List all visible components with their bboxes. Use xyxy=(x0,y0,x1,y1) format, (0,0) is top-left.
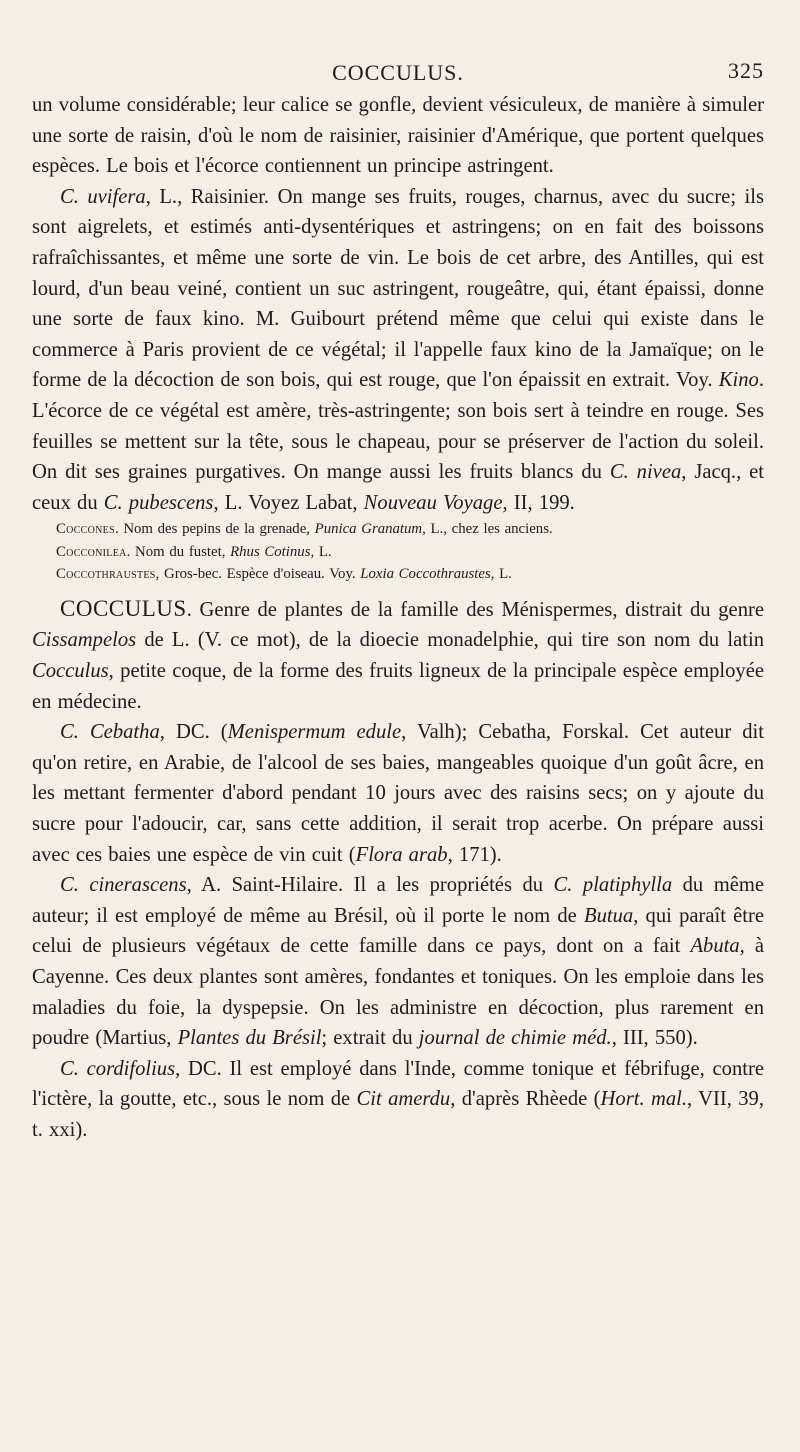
italic-term: Punica Granatum xyxy=(314,521,423,538)
text-run: , L., Raisinier. On mange ses fruits, rouges, charnus, avec du sucre; ils sont aigrelets, et estimés anti-dysentériques et astringens; on en fait des boissons rafraîchissantes, et même une sorte de vin. Le bois de cet arbre, des Antilles, qui est lourd, d'un beau veiné, contient un suc astringent, rougeâtre, qui, étant épaissi, donne une sorte de faux kino. M. Guibourt prétend même que celui qui existe dans le commerce à Paris provient de ce végétal; il l'appelle faux kino de la Jamaïque; on le forme de la décoction de son bois, qui est rouge, que l'on épaissit en extrait. Voy. xyxy=(32,185,764,392)
entry-headword: Coccothraustes xyxy=(56,566,156,583)
paragraph-cocculus-genus xyxy=(32,594,764,717)
text-run: , petite coque, de la forme des fruits ligneux de la principale espèce employée en médecine. xyxy=(32,660,764,713)
paragraph-raisinier-intro xyxy=(32,90,764,182)
note-cocconilea xyxy=(32,541,764,564)
entry-headword: Cocconilea xyxy=(56,543,127,560)
italic-term: C. cordifolius xyxy=(60,1057,176,1080)
text-run: , L. xyxy=(490,566,512,583)
text-run: , à Cayenne. Ces deux plantes sont amères, fondantes et toniques. On les emploie dans les maladies du foie, la dyspepsie. On les administre en décoction, plus rarement en poudre (Martius, xyxy=(32,935,764,1050)
entry-headword: Coccones xyxy=(56,521,115,538)
italic-term: Butua xyxy=(584,904,634,927)
text-run: , DC. ( xyxy=(159,721,228,744)
italic-term: Abuta xyxy=(690,935,740,958)
italic-term: C. pubescens xyxy=(103,491,214,514)
running-header xyxy=(32,58,764,88)
note-coccothraustes xyxy=(32,563,764,586)
italic-term: C. Cebatha xyxy=(60,721,160,744)
italic-term: Nouveau Voyage xyxy=(363,491,503,514)
italic-term: Hort. mal. xyxy=(600,1088,688,1111)
genus-headword: COCCULUS xyxy=(60,595,187,621)
text-run: , L., chez les anciens. xyxy=(422,521,553,538)
italic-term: Cocculus xyxy=(32,660,109,682)
paragraph-c-cordifolius xyxy=(32,1054,764,1146)
text-run: , VII, 39, t. xxi). xyxy=(32,1088,764,1141)
italic-term: C. platiphylla xyxy=(553,874,673,897)
text-run: , II, 199. xyxy=(502,491,575,514)
text-run: , 171). xyxy=(447,843,502,866)
text-run: . Nom des pepins de la grenade, xyxy=(114,521,315,538)
page-number: 325 xyxy=(728,58,764,83)
text-run: , qui paraît être celui de plusieurs végétaux de cette famille dans ce pays, dont on a fait xyxy=(32,904,765,958)
body-text xyxy=(32,90,764,1146)
italic-term: C. cinerascens xyxy=(60,874,187,897)
text-run: . Nom du fustet, xyxy=(126,543,231,560)
text-run: , DC. Il est employé dans l'Inde, comme tonique et fébrifuge, contre l'ictère, la goutte, etc., sous le nom de xyxy=(32,1057,764,1111)
text-run: de L. (V. ce mot), de la dioecie monadelphie, qui tire son nom du latin xyxy=(136,629,764,652)
note-coccones xyxy=(32,518,764,541)
text-run: , III, 550). xyxy=(611,1027,698,1050)
paragraph-c-cebatha xyxy=(32,717,764,870)
italic-term: Loxia Coccothraustes xyxy=(360,566,491,583)
italic-term: C. uvifera xyxy=(60,185,146,208)
text-run: un volume considérable; leur calice se gonfle, devient vésiculeux, de manière à simuler une sorte de raisin, d'où le nom de raisinier, raisinier d'Amérique, que portent quelques espèces. Le bois et l'écorce contiennent un principe astringent. xyxy=(32,94,764,178)
text-run: , d'après Rhèede ( xyxy=(450,1088,601,1111)
running-title: COCCULUS. xyxy=(332,60,464,85)
text-run: du même auteur; il est employé de même au Brésil, où il porte le nom de xyxy=(32,874,765,927)
italic-term: C. nivea xyxy=(609,461,682,484)
text-run: . Genre de plantes de la famille des Ménispermes, distrait du genre xyxy=(186,598,764,621)
italic-term: Cit amerdu xyxy=(356,1088,451,1111)
text-run: ; extrait du xyxy=(321,1027,419,1050)
text-run: , Gros-bec. Espèce d'oiseau. Voy. xyxy=(155,566,361,583)
text-run: , L. xyxy=(310,543,332,560)
text-run: , L. Voyez Labat, xyxy=(213,491,364,514)
italic-term: Rhus Cotinus xyxy=(230,543,311,560)
italic-term: Plantes du Brésil xyxy=(177,1027,322,1050)
text-run: . L'écorce de ce végétal est amère, très-astringente; son bois sert à teindre en rouge. Ses feuilles se mettent sur la tête, sous le chapeau, pour se préserver de l'action du soleil. On dit ses graines purgatives. On mange aussi les fruits blancs du xyxy=(32,369,764,484)
paragraph-c-cinerascens xyxy=(32,870,764,1054)
paragraph-c-uvifera xyxy=(32,182,764,519)
italic-term: Kino xyxy=(718,369,759,392)
italic-term: Cissampelos xyxy=(32,629,137,652)
italic-term: journal de chimie méd. xyxy=(418,1027,612,1050)
italic-term: Menispermum edule xyxy=(227,721,402,744)
italic-term: Flora arab xyxy=(355,843,448,866)
text-run: , Jacq., et ceux du xyxy=(32,461,764,514)
text-run: , A. Saint-Hilaire. Il a les propriétés du xyxy=(186,874,554,897)
text-run: , Valh); Cebatha, Forskal. Cet auteur dit qu'on retire, en Arabie, de l'alcool de ses baies, mangeables quoique d'un goût âcre, en les mettant fermenter d'abord pendant 10 jours avec des raisins secs; on y ajoute du sucre pour l'adoucir, car, sans cette addition, il serait trop acerbe. On prépare aussi avec ces baies une espèce de vin cuit ( xyxy=(32,721,764,866)
